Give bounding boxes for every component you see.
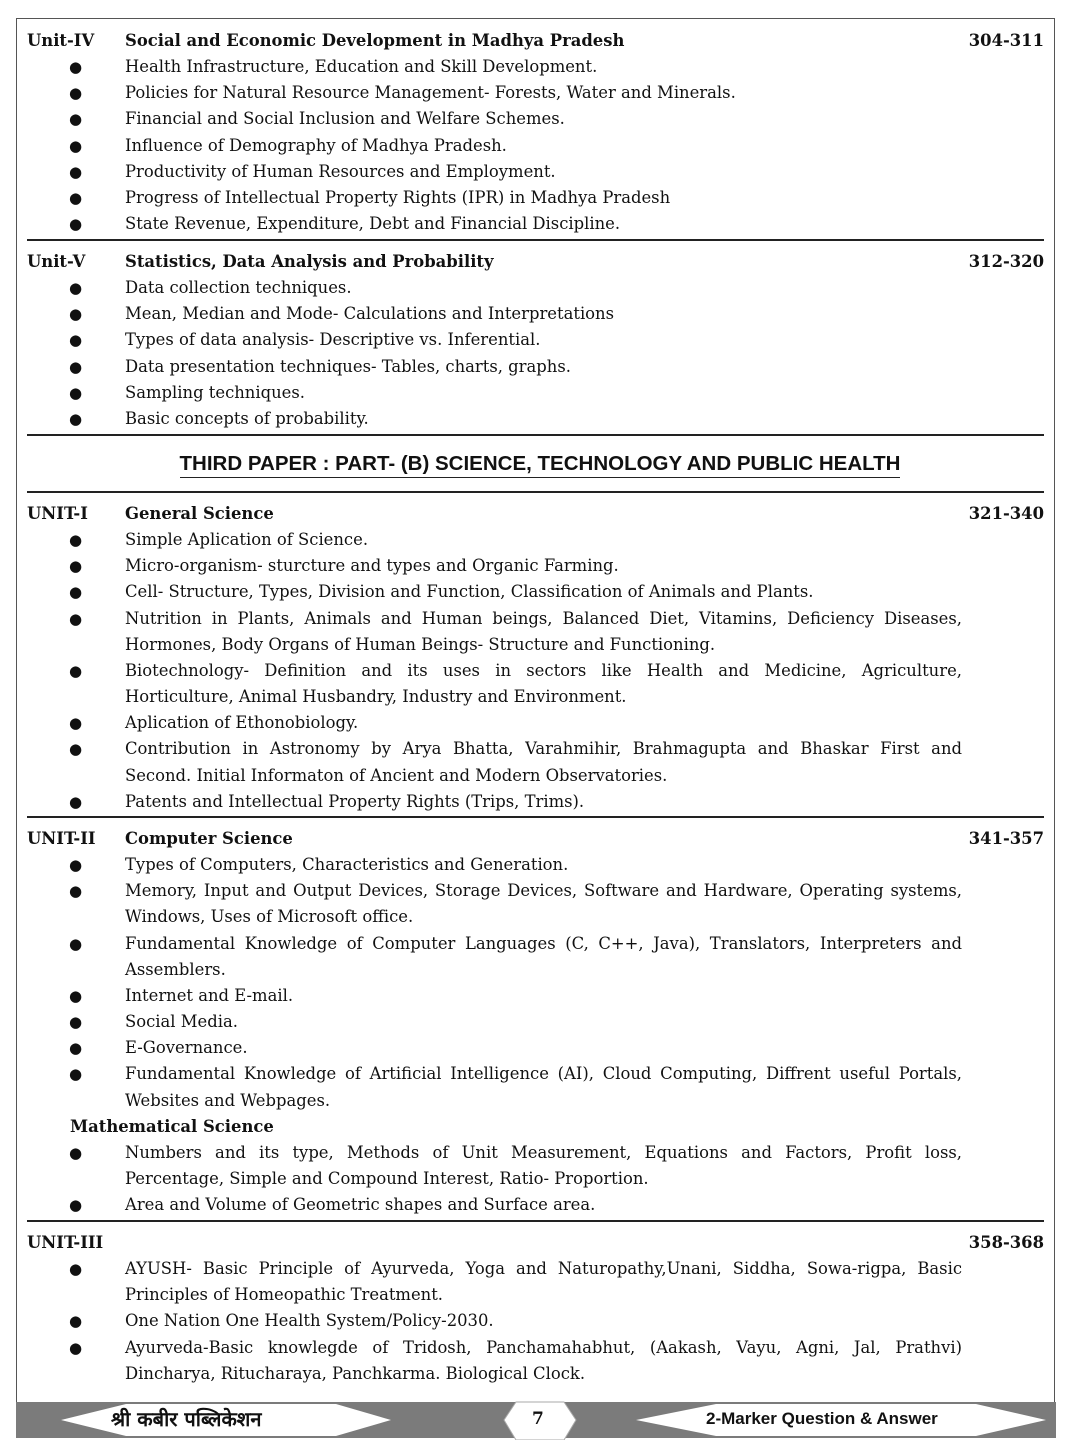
page-range: 358-368 [968, 1233, 1044, 1252]
item-text: Numbers and its type, Methods of Unit Measurement, Equations and Factors, Profit loss, Percentage, Simple and Compound Interest, Ratio- Proportion. [125, 1142, 962, 1188]
publisher-name: श्री कबीर पब्लिकेशन [111, 1407, 262, 1431]
divider [27, 816, 1044, 818]
item-text: Health Infrastructure, Education and Skill Development. [125, 57, 598, 77]
page-number: 7 [532, 1409, 544, 1429]
bullet-icon: ● [69, 714, 83, 733]
list-item [0, 1035, 1080, 1061]
footer-band [16, 1400, 1056, 1440]
divider [27, 1220, 1044, 1222]
item-text: Area and Volume of Geometric shapes and Surface area. [125, 1195, 596, 1215]
bullet-icon: ● [69, 409, 83, 428]
item-text: Types of Computers, Characteristics and Generation. [125, 855, 569, 875]
divider [27, 434, 1044, 436]
bullet-icon: ● [69, 531, 83, 550]
bullet-icon: ● [69, 215, 83, 234]
unit-label: UNIT-III [27, 1233, 104, 1252]
list-item [0, 133, 1080, 159]
unit-ii-section [0, 826, 1080, 1218]
item-text: Sampling techniques. [125, 382, 305, 402]
list-item [0, 931, 1080, 983]
unit-header [0, 826, 1080, 852]
item-text: Mean, Median and Mode- Calculations and Interpretations [125, 304, 615, 324]
divider [27, 491, 1044, 493]
page-range: 312-320 [968, 252, 1044, 271]
bullet-icon: ● [69, 110, 83, 129]
bullet-icon: ● [69, 279, 83, 298]
item-text: Nutrition in Plants, Animals and Human beings, Balanced Diet, Vitamins, Deficiency Diseases, Hormones, Body Organs of Human Beings- Structure and Functioning. [125, 608, 962, 654]
series-title: 2-Marker Question & Answer [706, 1409, 938, 1428]
bullet-icon: ● [69, 162, 83, 181]
bullet-icon: ● [69, 305, 83, 324]
unit-header [0, 1230, 1080, 1256]
bullet-icon: ● [69, 1065, 83, 1084]
bullet-icon: ● [69, 383, 83, 402]
list-item [0, 579, 1080, 605]
bullet-icon: ● [69, 792, 83, 811]
list-item [0, 380, 1080, 406]
unit-title: Social and Economic Development in Madhya Pradesh [125, 31, 625, 50]
item-text: Fundamental Knowledge of Computer Languages (C, C++, Java), Translators, Interpreters and Assemblers. [125, 933, 962, 979]
unit-title: Computer Science [125, 829, 293, 848]
item-text: Internet and E-mail. [125, 985, 294, 1005]
bullet-icon: ● [69, 986, 83, 1005]
item-text: Biotechnology- Definition and its uses in sectors like Health and Medicine, Agriculture, Horticulture, Animal Husbandry, Industry and Environment. [125, 660, 962, 707]
bullet-icon: ● [69, 331, 83, 350]
list-item [0, 1308, 1080, 1334]
bullet-icon: ● [69, 661, 83, 680]
unit-i-section [0, 501, 1080, 815]
list-item [0, 1192, 1080, 1218]
item-text: Data presentation techniques- Tables, charts, graphs. [125, 356, 571, 376]
item-text: Simple Aplication of Science. [125, 530, 369, 550]
list-item [0, 1009, 1080, 1035]
page-range: 304-311 [968, 31, 1044, 50]
item-text: Cell- Structure, Types, Division and Function, Classification of Animals and Plants. [125, 582, 814, 602]
item-text: Policies for Natural Resource Management- Forests, Water and Minerals. [125, 83, 736, 103]
unit-label: UNIT-I [27, 504, 88, 523]
unit-header [0, 28, 1080, 54]
item-text: Progress of Intellectual Property Rights (IPR) in Madhya Pradesh [125, 187, 671, 207]
unit-label: UNIT-II [27, 829, 96, 848]
list-item [0, 80, 1080, 106]
page-range: 321-340 [968, 504, 1044, 523]
divider [27, 239, 1044, 241]
subheading: Mathematical Science [70, 1116, 274, 1136]
item-text: Financial and Social Inclusion and Welfare Schemes. [125, 109, 565, 129]
list-item [0, 1335, 1080, 1387]
item-text: Types of data analysis- Descriptive vs. Inferential. [125, 330, 541, 350]
item-text: E-Governance. [125, 1038, 248, 1058]
item-text: Aplication of Ethonobiology. [125, 713, 359, 733]
unit-label: Unit-V [27, 252, 86, 271]
unit-header [0, 249, 1080, 275]
list-item [0, 1140, 1080, 1192]
list-item [0, 789, 1080, 815]
item-text: Micro-organism- sturcture and types and Organic Farming. [125, 556, 619, 576]
bullet-icon: ● [69, 557, 83, 576]
bullet-icon: ● [69, 357, 83, 376]
list-item [0, 1061, 1080, 1113]
list-item [0, 852, 1080, 878]
item-text: Data collection techniques. [125, 278, 352, 298]
bullet-icon: ● [69, 882, 83, 901]
bullet-icon: ● [69, 1196, 83, 1215]
bullet-icon: ● [69, 934, 83, 953]
bullet-icon: ● [69, 84, 83, 103]
list-item [0, 301, 1080, 327]
bullet-icon: ● [69, 136, 83, 155]
unit-iv-section [0, 28, 1080, 237]
list-item [0, 185, 1080, 211]
bullet-icon: ● [69, 1312, 83, 1331]
bullet-icon: ● [69, 1013, 83, 1032]
item-text: State Revenue, Expenditure, Debt and Financial Discipline. [125, 214, 621, 234]
bullet-icon: ● [69, 188, 83, 207]
bullet-icon: ● [69, 583, 83, 602]
paper-title: THIRD PAPER : PART- (B) SCIENCE, TECHNOLOGY AND PUBLIC HEALTH [0, 452, 1080, 476]
item-text: Patents and Intellectual Property Rights (Trips, Trims). [125, 791, 585, 811]
list-item [0, 327, 1080, 353]
bullet-icon: ● [69, 740, 83, 759]
item-text: Influence of Demography of Madhya Pradesh. [125, 135, 507, 155]
page-range: 341-357 [968, 829, 1044, 848]
item-text: One Nation One Health System/Policy-2030. [125, 1311, 494, 1331]
unit-v-section [0, 249, 1080, 432]
bullet-icon: ● [69, 1039, 83, 1058]
item-text: Fundamental Knowledge of Artificial Intelligence (AI), Cloud Computing, Diffrent useful Portals, Websites and Webpages. [125, 1064, 962, 1110]
list-item [0, 736, 1080, 788]
item-text: Social Media. [125, 1012, 238, 1032]
bullet-icon: ● [69, 609, 83, 628]
bullet-icon: ● [69, 1143, 83, 1162]
list-item [0, 527, 1080, 553]
item-text: AYUSH- Basic Principle of Ayurveda, Yoga and Naturopathy,Unani, Siddha, Sowa-rigpa, Basic Principles of Homeopathic Treatment. [125, 1259, 962, 1305]
unit-title: Statistics, Data Analysis and Probability [125, 252, 494, 271]
unit-title: General Science [125, 504, 274, 523]
list-item [0, 406, 1080, 432]
item-text: Contribution in Astronomy by Arya Bhatta, Varahmihir, Brahmagupta and Bhaskar First and Second. Initial Informaton of Ancient and Modern Observatories. [125, 739, 962, 785]
item-text: Productivity of Human Resources and Employment. [125, 161, 556, 181]
list-item [0, 710, 1080, 736]
list-item [0, 606, 1080, 658]
unit-header [0, 501, 1080, 527]
item-text: Memory, Input and Output Devices, Storage Devices, Software and Hardware, Operating systems, Windows, Uses of Microsoft office. [125, 881, 962, 927]
list-item [0, 553, 1080, 579]
list-item [0, 878, 1080, 930]
unit-label: Unit-IV [27, 31, 95, 50]
item-text: Basic concepts of probability. [125, 408, 369, 428]
list-item [0, 1256, 1080, 1308]
item-text: Ayurveda-Basic knowlegde of Tridosh, Panchamahabhut, (Aakash, Vayu, Agni, Jal, Prathvi) Dincharya, Ritucharaya, Panchkarma. Biological Clock. [125, 1337, 962, 1383]
bullet-icon: ● [69, 856, 83, 875]
bullet-icon: ● [69, 1338, 83, 1357]
list-item [0, 354, 1080, 380]
list-item [0, 211, 1080, 237]
list-item [0, 106, 1080, 132]
list-item [0, 54, 1080, 80]
list-item [0, 983, 1080, 1009]
unit-iii-section [0, 1230, 1080, 1387]
bullet-icon: ● [69, 58, 83, 77]
list-item [0, 159, 1080, 185]
list-item [0, 275, 1080, 301]
list-item [0, 658, 1080, 710]
bullet-icon: ● [69, 1260, 83, 1279]
